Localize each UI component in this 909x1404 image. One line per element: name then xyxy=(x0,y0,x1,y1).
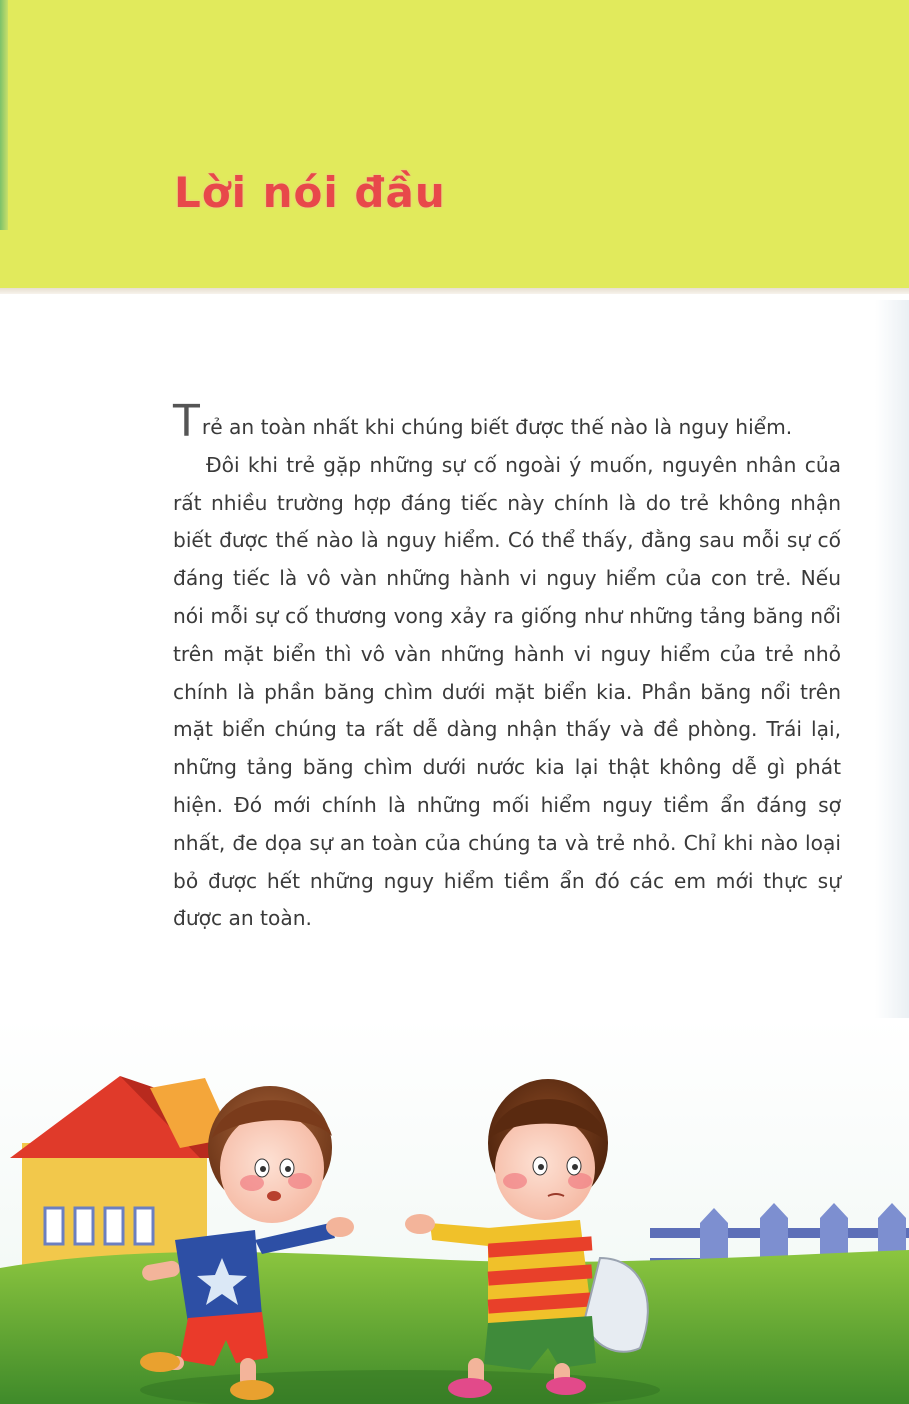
kids-illustration-art xyxy=(0,1018,909,1404)
header-band xyxy=(0,0,909,290)
lead-sentence xyxy=(173,396,841,447)
lead-sentence-text: rẻ an toàn nhất khi chúng biết được thế nào là nguy hiểm. xyxy=(201,415,793,439)
page-edge-strip xyxy=(0,0,8,230)
page-title: Lời nói đầu xyxy=(174,168,446,217)
drop-cap: T xyxy=(173,396,200,447)
kids-illustration xyxy=(0,1018,909,1404)
page-edge-shadow xyxy=(875,300,909,1120)
preface-text xyxy=(173,396,841,938)
main-paragraph: Đôi khi trẻ gặp những sự cố ngoài ý muốn, nguyên nhân của rất nhiều trường hợp đáng tiếc này chính là do trẻ không nhận biết được thế nào là nguy hiểm. Có thể thấy, đằng sau mỗi sự cố đáng tiếc là vô vàn những hành vi nguy hiểm của con trẻ. Nếu nói mỗi sự cố thương vong xảy ra giống như những tảng băng nổi trên mặt biển thì vô vàn những hành vi nguy hiểm của trẻ nhỏ chính là phần băng chìm dưới mặt biển kia. Phần băng nổi trên mặt biển chúng ta rất dễ dàng nhận thấy và đề phòng. Trái lại, những tảng băng chìm dưới nước kia lại thật không dễ gì phát hiện. Đó mới chính là những mối hiểm nguy tiềm ẩn đáng sợ nhất, đe dọa sự an toàn của chúng ta và trẻ nhỏ. Chỉ khi nào loại bỏ được hết những nguy hiểm tiềm ẩn đó các em mới thực sự được an toàn. xyxy=(173,452,841,931)
header-divider xyxy=(0,288,909,294)
